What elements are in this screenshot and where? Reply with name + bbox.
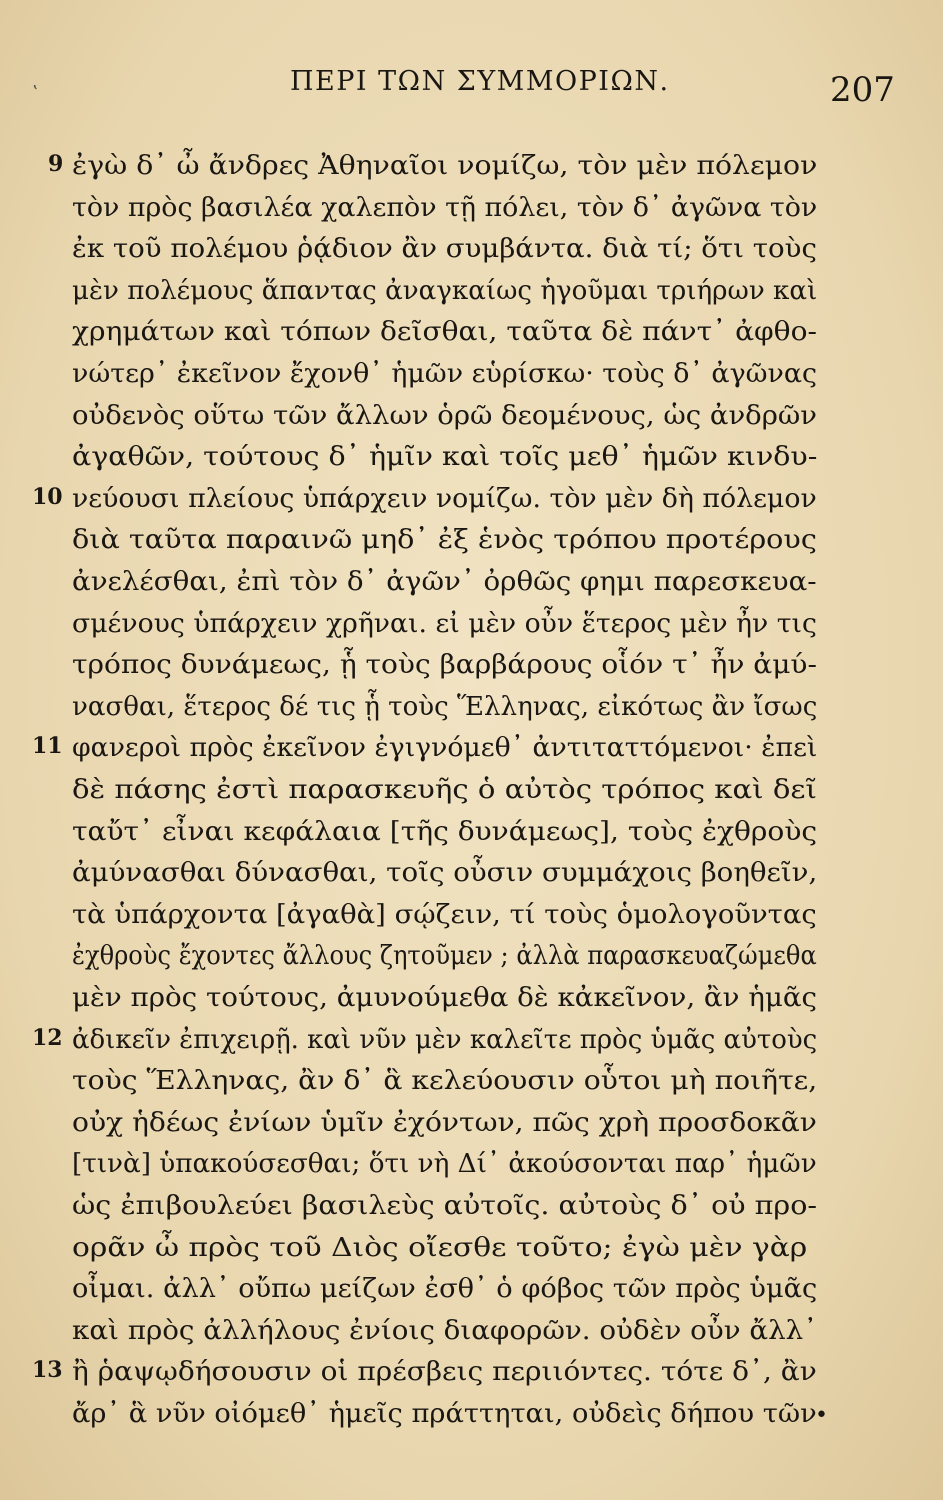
text-line xyxy=(72,1273,832,1304)
section-number: 11 xyxy=(32,733,63,760)
line-text: μὲν πολέμους ἅπαντας ἀναγκαίως ἡγοῦμαι τριήρων καὶ xyxy=(72,274,818,306)
section-number: 9 xyxy=(48,151,64,177)
line-text: [τινὰ] ὑπακούσεσθαι; ὅτι νὴ Δί᾽ ἀκούσονται παρ᾽ ἡμῶν xyxy=(72,1148,817,1180)
section-number: 12 xyxy=(32,1024,63,1051)
text-line xyxy=(48,150,832,181)
text-line xyxy=(72,691,832,722)
text-line xyxy=(72,192,832,223)
line-text: διὰ ταῦτα παραινῶ μηδ᾽ ἐξ ἑνὸς τρόπου προτέρους xyxy=(72,524,817,556)
line-text: τὰ ὑπάρχοντα [ἀγαθὰ] σῴζειν, τί τοὺς ὁμολογοῦντας xyxy=(72,898,817,930)
text-line xyxy=(72,566,832,597)
text-line xyxy=(72,899,832,930)
text-line xyxy=(32,1023,832,1055)
text-line xyxy=(72,857,832,888)
line-text: νασθαι, ἕτερος δέ τις ᾗ τοὺς Ἕλληνας, εἰκότως ἂν ἴσως xyxy=(72,690,818,722)
text-line xyxy=(32,1356,832,1388)
line-text: ἐκ τοῦ πολέμου ῥᾴδιον ἂν συμβάντα. διὰ τί; ὅτι τοὺς xyxy=(72,233,817,265)
line-text: ἄρ᾽ ἃ νῦν οἰόμεθ᾽ ἡμεῖς πράττηται, οὐδεὶς δήπου τῶν xyxy=(72,1398,817,1429)
text-line xyxy=(72,816,832,847)
line-text: ἐγὼ δ᾽ ὦ ἄνδρες Ἀθηναῖοι νομίζω, τὸν μὲν πόλεμον xyxy=(72,150,818,181)
text-line xyxy=(72,940,832,971)
line-text: μὲν πρὸς τούτους, ἀμυνούμεθα δὲ κἀκεῖνον, ἂν ἡμᾶς xyxy=(72,982,818,1013)
text-line xyxy=(72,1107,832,1138)
line-text: οἶμαι. ἀλλ᾽ οὔπω μείζων ἐσθ᾽ ὁ φόβος τῶν πρὸς ὑμᾶς xyxy=(72,1273,818,1305)
text-line xyxy=(32,482,832,514)
section-number: 10 xyxy=(32,483,63,510)
text-line xyxy=(72,774,832,805)
line-text: ἀδικεῖν ἐπιχειρῇ. καὶ νῦν μὲν καλεῖτε πρὸς ὑμᾶς αὐτοὺς xyxy=(72,1023,818,1055)
line-text: ταὔτ᾽ εἶναι κεφάλαια [τῆς δυνάμεως], τοὺς ἐχθροὺς xyxy=(72,815,818,847)
text-line xyxy=(72,358,832,389)
text-line xyxy=(72,524,832,555)
section-number: 13 xyxy=(32,1357,63,1384)
line-text: νώτερ᾽ ἐκεῖνον ἔχονθ᾽ ἡμῶν εὑρίσκω· τοὺς δ᾽ ἀγῶνας xyxy=(72,358,818,389)
line-text: δὲ πάσης ἐστὶ παρασκευῆς ὁ αὐτὸς τρόπος καὶ δεῖ xyxy=(72,774,817,805)
text-line xyxy=(32,732,832,764)
text-line xyxy=(72,1148,832,1179)
line-text: τοὺς Ἕλληνας, ἂν δ᾽ ἃ κελεύουσιν οὗτοι μὴ ποιῆτε, xyxy=(72,1065,818,1097)
line-text: ἀγαθῶν, τούτους δ᾽ ἡμῖν καὶ τοῖς μεθ᾽ ἡμῶν κινδυ- xyxy=(72,441,818,473)
line-text: ἀμύνασθαι δύνασθαι, τοῖς οὖσιν συμμάχοις βοηθεῖν, xyxy=(72,857,818,889)
line-text: οὐχ ἡδέως ἐνίων ὑμῖν ἐχόντων, πῶς χρὴ προσδοκᾶν xyxy=(72,1106,817,1138)
margin-mark: ʽ xyxy=(32,82,38,103)
text-line xyxy=(72,1065,832,1096)
page-number: 207 xyxy=(830,70,895,110)
text-line xyxy=(72,233,832,264)
text-line xyxy=(72,1232,832,1263)
footer-mark: • xyxy=(815,1403,828,1428)
line-text: νεύουσι πλείους ὑπάρχειν νομίζω. τὸν μὲν δὴ πόλεμον xyxy=(72,482,817,514)
line-text: καὶ πρὸς ἀλλήλους ἐνίοις διαφορῶν. οὐδὲν οὖν ἄλλ᾽ xyxy=(72,1314,818,1346)
page-header xyxy=(0,58,943,108)
running-title: ΠΕΡΙ ΤΩΝ ΣΥΜΜΟΡΙΩΝ. xyxy=(290,66,670,97)
line-text: οὐδενὸς οὕτω τῶν ἄλλων ὁρῶ δεομένους, ὡς ἀνδρῶν xyxy=(72,399,818,431)
text-line xyxy=(72,649,832,680)
line-text: ἀνελέσθαι, ἐπὶ τὸν δ᾽ ἀγῶν᾽ ὀρθῶς φημι παρεσκευα- xyxy=(72,566,817,597)
line-text: ορᾶν ὦ πρὸς τοῦ Διὸς οἴεσθε τοῦτο; ἐγὼ μὲν γὰρ xyxy=(72,1231,808,1263)
line-text: τρόπος δυνάμεως, ᾗ τοὺς βαρβάρους οἷόν τ᾽ ἦν ἀμύ- xyxy=(72,649,817,681)
line-text: φανεροὶ πρὸς ἐκεῖνον ἐγιγνόμεθ᾽ ἀντιταττόμενοι· ἐπεὶ xyxy=(72,732,818,764)
line-text: χρημάτων καὶ τόπων δεῖσθαι, ταῦτα δὲ πάντ᾽ ἀφθο- xyxy=(72,316,817,348)
text-line xyxy=(72,441,832,472)
line-text: σμένους ὑπάρχειν χρῆναι. εἰ μὲν οὖν ἕτερος μὲν ἦν τις xyxy=(72,607,817,639)
text-line xyxy=(72,316,832,347)
text-line xyxy=(72,1190,832,1221)
line-text: ἢ ῥαψῳδήσουσιν οἱ πρέσβεις περιιόντες. τότε δ᾽, ἂν xyxy=(72,1356,817,1388)
text-line xyxy=(72,1398,832,1429)
line-text: τὸν πρὸς βασιλέα χαλεπὸν τῇ πόλει, τὸν δ᾽ ἀγῶνα τὸν xyxy=(72,191,818,223)
text-line xyxy=(72,1315,832,1346)
text-line xyxy=(72,275,832,306)
line-text: ὡς ἐπιβουλεύει βασιλεὺς αὐτοῖς. αὐτοὺς δ᾽ οὐ προ- xyxy=(72,1190,818,1221)
text-line xyxy=(72,982,832,1013)
line-text: ἐχθροὺς ἔχοντες ἄλλους ζητοῦμεν ; ἀλλὰ παρασκευαζώμεθα xyxy=(72,940,817,972)
text-line xyxy=(72,608,832,639)
text-line xyxy=(72,400,832,431)
